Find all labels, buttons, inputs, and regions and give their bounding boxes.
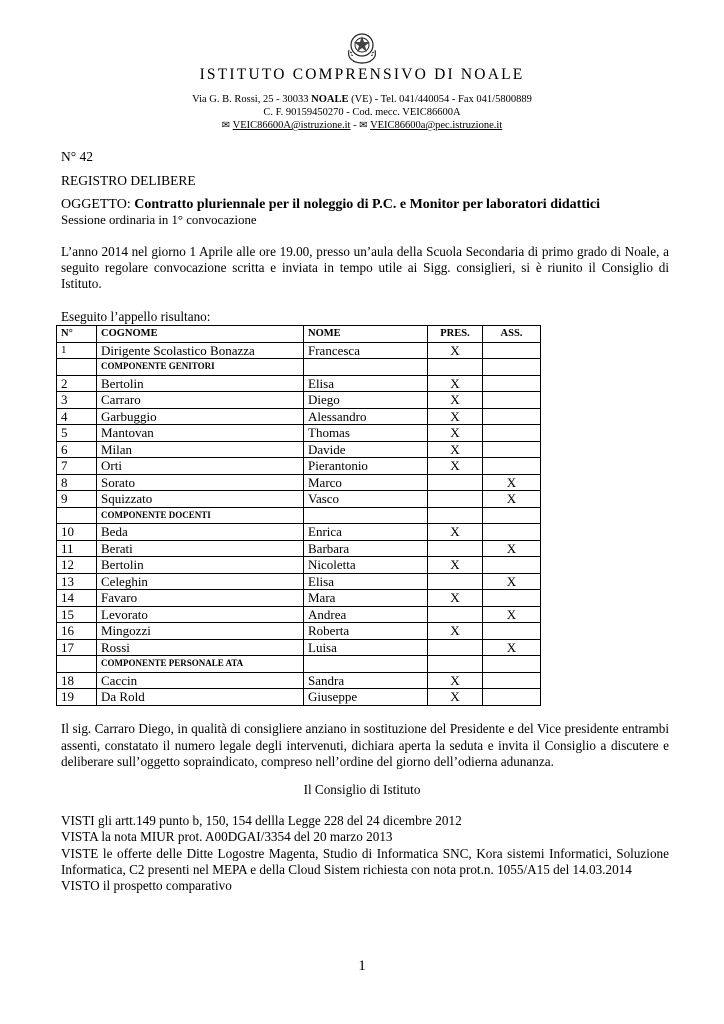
- present-cell: X: [428, 375, 483, 392]
- roll-call-label: Eseguito l’appello risultano:: [61, 309, 211, 324]
- name-cell: Luisa: [304, 639, 428, 656]
- absent-cell: [483, 557, 541, 574]
- pec-email-link[interactable]: VEIC86600a@pec.istruzione.it: [370, 120, 503, 131]
- absent-cell: [483, 672, 541, 689]
- name-cell: Barbara: [304, 540, 428, 557]
- row-number: 7: [57, 458, 97, 475]
- section-cell-empty: [428, 507, 483, 524]
- present-cell: X: [428, 524, 483, 541]
- absent-cell: [483, 590, 541, 607]
- row-number: 12: [57, 557, 97, 574]
- surname-cell: Bertolin: [97, 375, 304, 392]
- table-row: [57, 425, 541, 442]
- row-number: 4: [57, 408, 97, 425]
- visti-item: VISTI gli artt.149 punto b, 150, 154 dellla Legge 228 del 24 dicembre 2012: [61, 813, 462, 828]
- table-row: [57, 557, 541, 574]
- row-number: 13: [57, 573, 97, 590]
- codes-line: C. F. 90159450270 - Cod. mecc. VEIC86600A: [263, 107, 461, 118]
- surname-cell: Celeghin: [97, 573, 304, 590]
- section-cell-empty: [428, 656, 483, 673]
- present-cell: X: [428, 441, 483, 458]
- present-cell: [428, 573, 483, 590]
- section-cell-empty: [57, 359, 97, 376]
- present-cell: X: [428, 425, 483, 442]
- section-cell-empty: [57, 507, 97, 524]
- absent-cell: X: [483, 540, 541, 557]
- table-row: [57, 672, 541, 689]
- name-cell: Elisa: [304, 375, 428, 392]
- name-cell: Alessandro: [304, 408, 428, 425]
- address-city: NOALE: [311, 94, 349, 105]
- column-header: ASS.: [483, 326, 541, 343]
- surname-cell: Berati: [97, 540, 304, 557]
- italian-republic-emblem-icon: [344, 30, 380, 64]
- row-number: 9: [57, 491, 97, 508]
- row-number: 6: [57, 441, 97, 458]
- surname-cell: Levorato: [97, 606, 304, 623]
- present-cell: [428, 474, 483, 491]
- subject-line: [61, 197, 600, 213]
- absent-cell: X: [483, 474, 541, 491]
- row-number: 11: [57, 540, 97, 557]
- table-row: [57, 623, 541, 640]
- surname-cell: Mantovan: [97, 425, 304, 442]
- absent-cell: [483, 623, 541, 640]
- present-cell: [428, 606, 483, 623]
- table-row: [57, 524, 541, 541]
- email-link[interactable]: VEIC86600A@istruzione.it: [232, 120, 351, 131]
- section-cell-empty: [304, 359, 428, 376]
- column-header: PRES.: [428, 326, 483, 343]
- section-row: [57, 359, 541, 376]
- name-cell: Enrica: [304, 524, 428, 541]
- surname-cell: Carraro: [97, 392, 304, 409]
- surname-cell: Bertolin: [97, 557, 304, 574]
- absent-cell: [483, 425, 541, 442]
- table-row: [57, 639, 541, 656]
- row-number: 19: [57, 689, 97, 706]
- name-cell: Roberta: [304, 623, 428, 640]
- absent-cell: [483, 375, 541, 392]
- section-cell-empty: [57, 656, 97, 673]
- absent-cell: [483, 458, 541, 475]
- present-cell: [428, 540, 483, 557]
- envelope-icon: ✉: [359, 120, 368, 131]
- present-cell: X: [428, 689, 483, 706]
- surname-cell: Orti: [97, 458, 304, 475]
- name-cell: Andrea: [304, 606, 428, 623]
- row-number: 1: [57, 342, 97, 359]
- row-number: 10: [57, 524, 97, 541]
- present-cell: X: [428, 590, 483, 607]
- name-cell: Sandra: [304, 672, 428, 689]
- email-separator: -: [350, 120, 360, 131]
- section-label: COMPONENTE GENITORI: [97, 359, 304, 376]
- name-cell: Vasco: [304, 491, 428, 508]
- surname-cell: Caccin: [97, 672, 304, 689]
- surname-cell: Garbuggio: [97, 408, 304, 425]
- section-cell-empty: [483, 656, 541, 673]
- subject-label: OGGETTO:: [61, 197, 135, 212]
- surname-cell: Da Rold: [97, 689, 304, 706]
- name-cell: Francesca: [304, 342, 428, 359]
- section-row: [57, 507, 541, 524]
- name-cell: Marco: [304, 474, 428, 491]
- row-number: 8: [57, 474, 97, 491]
- table-row: [57, 573, 541, 590]
- present-cell: X: [428, 408, 483, 425]
- visti-item: VISTO il prospetto comparativo: [61, 878, 232, 894]
- absent-cell: X: [483, 573, 541, 590]
- present-cell: X: [428, 672, 483, 689]
- absent-cell: X: [483, 606, 541, 623]
- session-line: Sessione ordinaria in 1° convocazione: [61, 213, 257, 227]
- name-cell: Mara: [304, 590, 428, 607]
- institute-name: ISTITUTO COMPRENSIVO DI NOALE: [199, 66, 525, 83]
- absent-cell: [483, 689, 541, 706]
- absent-cell: [483, 441, 541, 458]
- column-header: N°: [57, 326, 97, 343]
- absent-cell: [483, 342, 541, 359]
- surname-cell: Favaro: [97, 590, 304, 607]
- section-label: COMPONENTE DOCENTI: [97, 507, 304, 524]
- row-number: 15: [57, 606, 97, 623]
- address-pre: Via G. B. Rossi, 25 - 30033: [192, 94, 312, 105]
- table-row: [57, 392, 541, 409]
- column-header: COGNOME: [97, 326, 304, 343]
- opening-paragraph: Il sig. Carraro Diego, in qualità di consigliere anziano in sostituzione del Presidente e del Vice presidente entrambi assenti, constatato il numero legale degli intervenuti, dichiara aperta la seduta e invita il Consiglio a discutere e deliberare sull’oggetto sopraindicato, compreso nell’ordine del giorno dell’odierna adunanza.: [61, 721, 669, 769]
- surname-cell: Squizzato: [97, 491, 304, 508]
- table-row: [57, 375, 541, 392]
- attendance-table: [56, 325, 541, 706]
- name-cell: Davide: [304, 441, 428, 458]
- name-cell: Nicoletta: [304, 557, 428, 574]
- intro-paragraph: L’anno 2014 nel giorno 1 Aprile alle ore 19.00, presso un’aula della Scuola Secondaria di primo grado di Noale, a seguito regolare convocazione scritta e inviata in tempo utile ai Sigg. consiglieri, si è riunito il Consiglio di Istituto.: [61, 244, 669, 291]
- present-cell: [428, 639, 483, 656]
- email-line: [0, 120, 724, 131]
- surname-cell: Beda: [97, 524, 304, 541]
- name-cell: Giuseppe: [304, 689, 428, 706]
- absent-cell: [483, 392, 541, 409]
- envelope-icon: ✉: [221, 120, 231, 131]
- absent-cell: [483, 524, 541, 541]
- absent-cell: [483, 408, 541, 425]
- name-cell: Pierantonio: [304, 458, 428, 475]
- page-number: 1: [358, 958, 366, 974]
- row-number: 16: [57, 623, 97, 640]
- table-row: [57, 342, 541, 359]
- present-cell: [428, 491, 483, 508]
- row-number: 14: [57, 590, 97, 607]
- table-header-row: [57, 326, 541, 343]
- table-row: [57, 474, 541, 491]
- present-cell: X: [428, 623, 483, 640]
- present-cell: X: [428, 458, 483, 475]
- row-number: 2: [57, 375, 97, 392]
- section-cell-empty: [428, 359, 483, 376]
- absent-cell: X: [483, 639, 541, 656]
- absent-cell: X: [483, 491, 541, 508]
- surname-cell: Milan: [97, 441, 304, 458]
- row-number: 3: [57, 392, 97, 409]
- table-row: [57, 689, 541, 706]
- name-cell: Elisa: [304, 573, 428, 590]
- visti-item: VISTE le offerte delle Ditte Logostre Magenta, Studio di Informatica SNC, Kora sistemi Informatici, Soluzione Informatica, C2 presenti nel MEPA e della Cloud Sistem richiesta con nota prot.n. 1055/A15 del 14.03.2014: [61, 845, 669, 877]
- section-cell-empty: [483, 507, 541, 524]
- visti-item: VISTA la nota MIUR prot. A00DGAI/3354 del 20 marzo 2013: [61, 829, 393, 845]
- name-cell: Diego: [304, 392, 428, 409]
- address-post: (VE) - Tel. 041/440054 - Fax 041/5800889: [348, 94, 532, 105]
- table-row: [57, 458, 541, 475]
- surname-cell: Sorato: [97, 474, 304, 491]
- deliberation-number: N° 42: [61, 149, 94, 164]
- section-cell-empty: [304, 507, 428, 524]
- present-cell: X: [428, 557, 483, 574]
- table-row: [57, 590, 541, 607]
- column-header: NOME: [304, 326, 428, 343]
- table-row: [57, 606, 541, 623]
- section-label: COMPONENTE PERSONALE ATA: [97, 656, 304, 673]
- present-cell: X: [428, 392, 483, 409]
- table-row: [57, 408, 541, 425]
- section-cell-empty: [483, 359, 541, 376]
- subject-text: Contratto pluriennale per il noleggio di P.C. e Monitor per laboratori didattici: [134, 197, 600, 212]
- surname-cell: Dirigente Scolastico Bonazza: [97, 342, 304, 359]
- council-heading: Il Consiglio di Istituto: [303, 782, 421, 797]
- row-number: 5: [57, 425, 97, 442]
- visti-section: [61, 813, 669, 894]
- table-row: [57, 540, 541, 557]
- table-row: [57, 441, 541, 458]
- table-row: [57, 491, 541, 508]
- present-cell: X: [428, 342, 483, 359]
- surname-cell: Rossi: [97, 639, 304, 656]
- name-cell: Thomas: [304, 425, 428, 442]
- row-number: 17: [57, 639, 97, 656]
- register-title: REGISTRO DELIBERE: [61, 173, 196, 188]
- address-line: [0, 94, 724, 105]
- section-cell-empty: [304, 656, 428, 673]
- surname-cell: Mingozzi: [97, 623, 304, 640]
- row-number: 18: [57, 672, 97, 689]
- section-row: [57, 656, 541, 673]
